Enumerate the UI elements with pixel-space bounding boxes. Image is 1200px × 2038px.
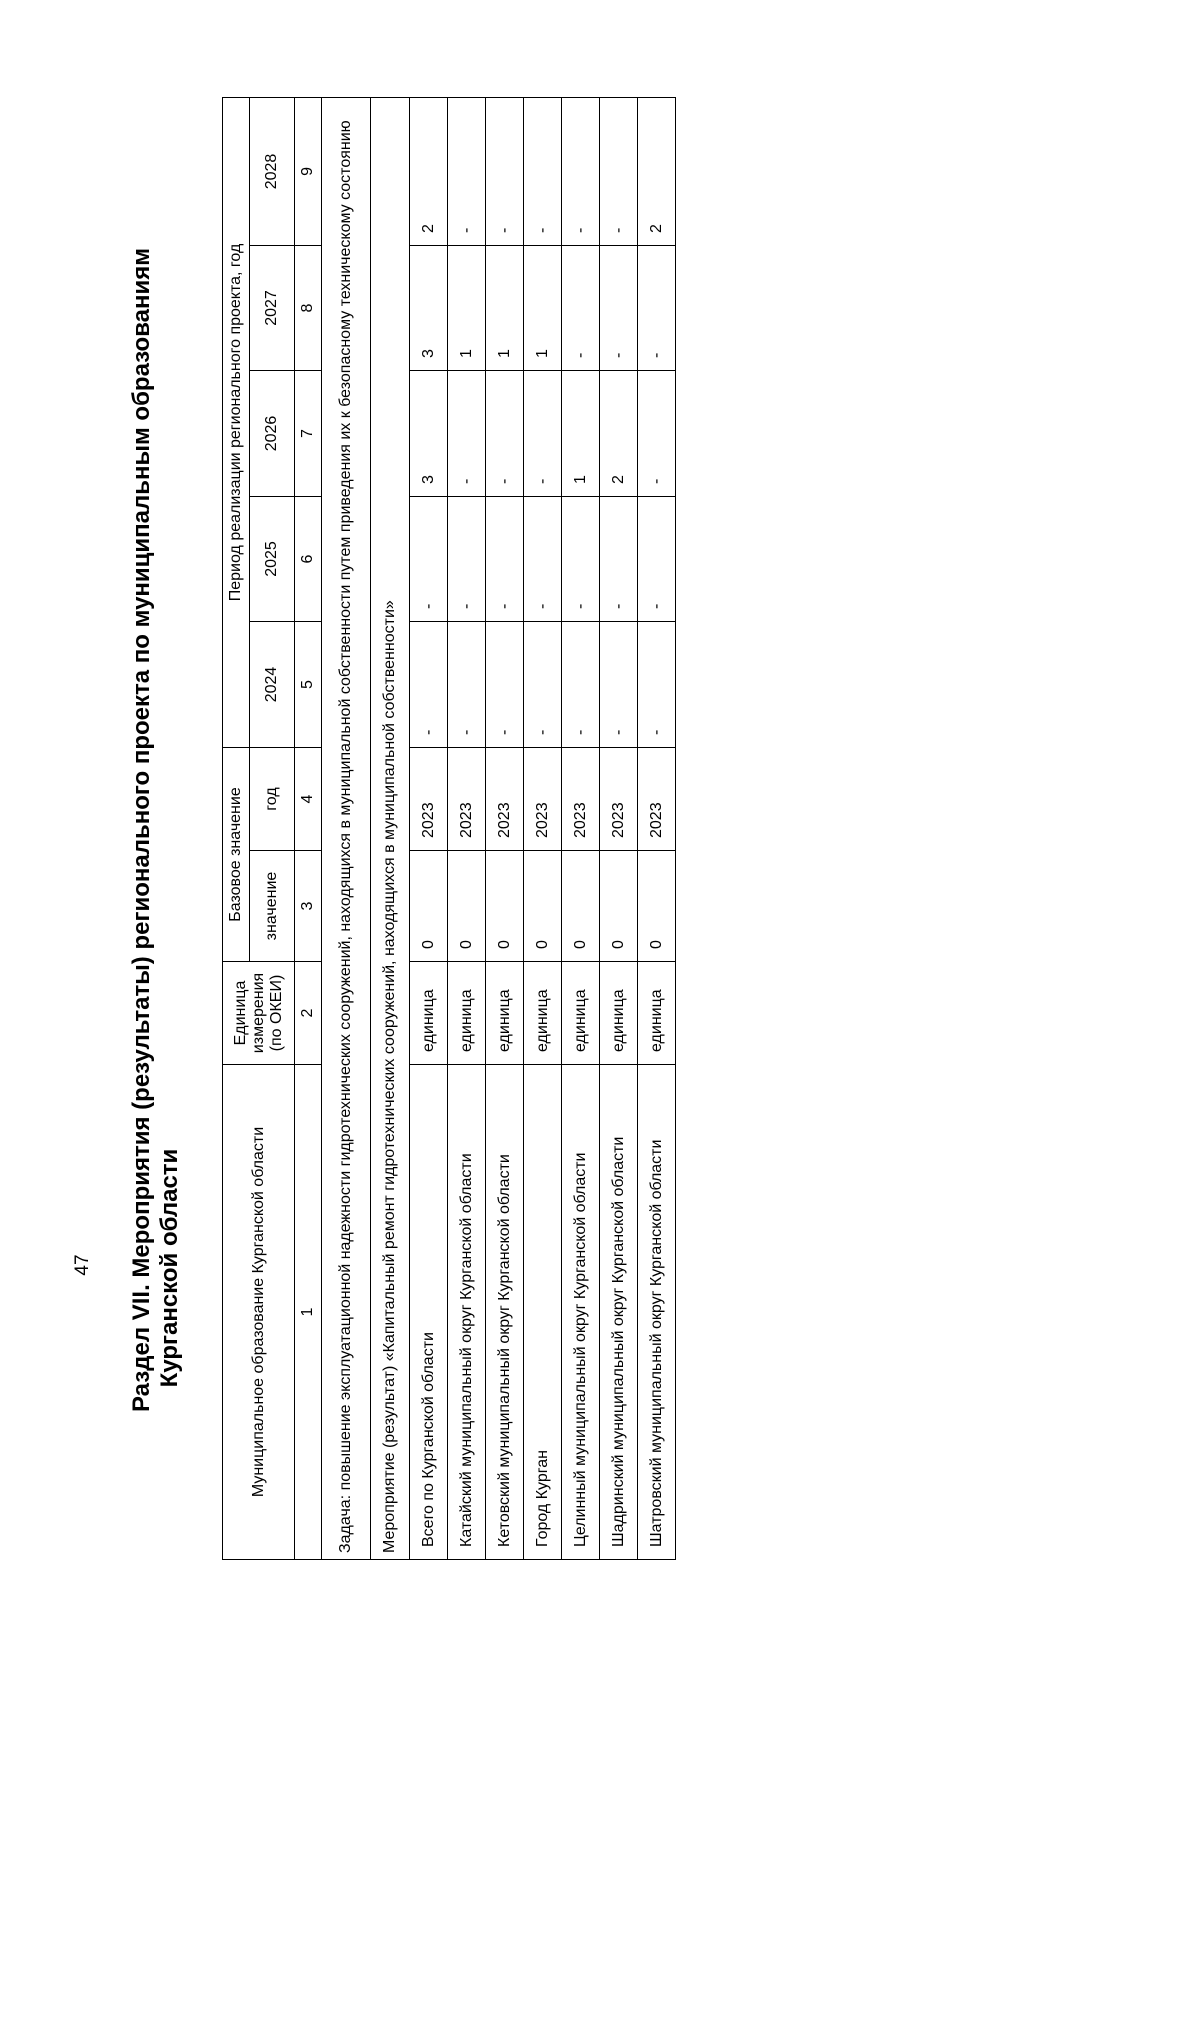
row-2027: - [600,246,638,371]
row-base-year: 2023 [486,748,524,851]
row-2024: - [600,622,638,748]
column-number: 1 [295,1065,322,1560]
column-number: 8 [295,246,322,371]
row-2027: - [562,246,600,371]
row-2028: - [524,97,562,245]
header-year-2024: 2024 [250,622,295,748]
rotated-page [0,60,1120,1600]
row-2028: - [486,97,524,245]
row-2025: - [600,497,638,622]
row-base-value: 0 [524,851,562,962]
row-unit: единица [486,962,524,1065]
row-base-value: 0 [600,851,638,962]
row-municipality: Шадринский муниципальный округ Курганской области [600,1065,638,1560]
row-2026: - [524,371,562,497]
row-base-year: 2023 [600,748,638,851]
task-text: Задача: повышение эксплуатационной надежности гидротехнических сооружений, находящихся в муниципальной собственности путем приведения их к безопасному техническому состоянию [322,97,371,1559]
header-year-2027: 2027 [250,246,295,371]
column-number: 3 [295,851,322,962]
row-unit: единица [448,962,486,1065]
row-base-year: 2023 [638,748,676,851]
row-2027: 3 [410,246,448,371]
row-2024: - [486,622,524,748]
row-2025: - [486,497,524,622]
row-2025: - [524,497,562,622]
row-2028: - [448,97,486,245]
column-number: 6 [295,497,322,622]
row-base-year: 2023 [562,748,600,851]
row-2026: - [638,371,676,497]
row-municipality: Город Курган [524,1065,562,1560]
row-base-value: 0 [486,851,524,962]
column-number: 4 [295,748,322,851]
page-number: 47 [72,1254,93,1276]
row-unit: единица [562,962,600,1065]
row-2025: - [410,497,448,622]
table-row [448,97,486,1559]
header-base-value-value: значение [250,851,295,962]
event-row [371,97,410,1559]
row-2026: 1 [562,371,600,497]
row-municipality: Кетовский муниципальный округ Курганской области [486,1065,524,1560]
row-2024: - [410,622,448,748]
row-unit: единица [410,962,448,1065]
row-base-value: 0 [410,851,448,962]
header-year-2025: 2025 [250,497,295,622]
column-number: 5 [295,622,322,748]
row-2028: 2 [410,97,448,245]
row-2024: - [562,622,600,748]
table-row [410,97,448,1559]
row-2026: 3 [410,371,448,497]
row-2025: - [562,497,600,622]
column-number: 9 [295,97,322,245]
header-unit: Единица измерения (по ОКЕИ) [223,962,295,1065]
row-2026: - [448,371,486,497]
event-text: Мероприятие (результат) «Капитальный ремонт гидротехнических сооружений, находящихся в муниципальной собственности» [371,97,410,1559]
row-2024: - [524,622,562,748]
table-row [524,97,562,1559]
row-unit: единица [524,962,562,1065]
table-row [562,97,600,1559]
column-number: 2 [295,962,322,1065]
title-line-1: Раздел VII. Мероприятия (результаты) регионального проекта по муниципальным образованиям [128,247,155,1413]
row-2024: - [448,622,486,748]
row-2027: 1 [524,246,562,371]
row-base-value: 0 [448,851,486,962]
table-row [486,97,524,1559]
row-2024: - [638,622,676,748]
header-base-value: Базовое значение [223,748,250,962]
row-municipality: Всего по Курганской области [410,1065,448,1560]
row-base-year: 2023 [448,748,486,851]
events-table [222,97,676,1560]
row-base-value: 0 [562,851,600,962]
header-base-value-year: год [250,748,295,851]
header-year-2026: 2026 [250,371,295,497]
row-2026: - [486,371,524,497]
row-2028: 2 [638,97,676,245]
table-row [638,97,676,1559]
table-row [600,97,638,1559]
column-number: 7 [295,371,322,497]
row-municipality: Шатровский муниципальный округ Курганской области [638,1065,676,1560]
row-municipality: Целинный муниципальный округ Курганской области [562,1065,600,1560]
row-unit: единица [600,962,638,1065]
task-row [322,97,371,1559]
title-line-2: Курганской области [156,1148,183,1388]
header-year-2028: 2028 [250,97,295,245]
row-municipality: Катайский муниципальный округ Курганской области [448,1065,486,1560]
row-unit: единица [638,962,676,1065]
row-2027: 1 [486,246,524,371]
row-2027: 1 [448,246,486,371]
header-period: Период реализации регионального проекта, год [223,97,250,747]
row-base-year: 2023 [524,748,562,851]
header-row-top [223,97,250,1559]
row-2026: 2 [600,371,638,497]
row-base-value: 0 [638,851,676,962]
row-base-year: 2023 [410,748,448,851]
section-title [128,60,184,1600]
header-municipality: Муниципальное образование Курганской области [223,1065,295,1560]
row-2025: - [638,497,676,622]
row-2027: - [638,246,676,371]
row-2028: - [600,97,638,245]
column-numbers-row [295,97,322,1559]
row-2025: - [448,497,486,622]
row-2028: - [562,97,600,245]
